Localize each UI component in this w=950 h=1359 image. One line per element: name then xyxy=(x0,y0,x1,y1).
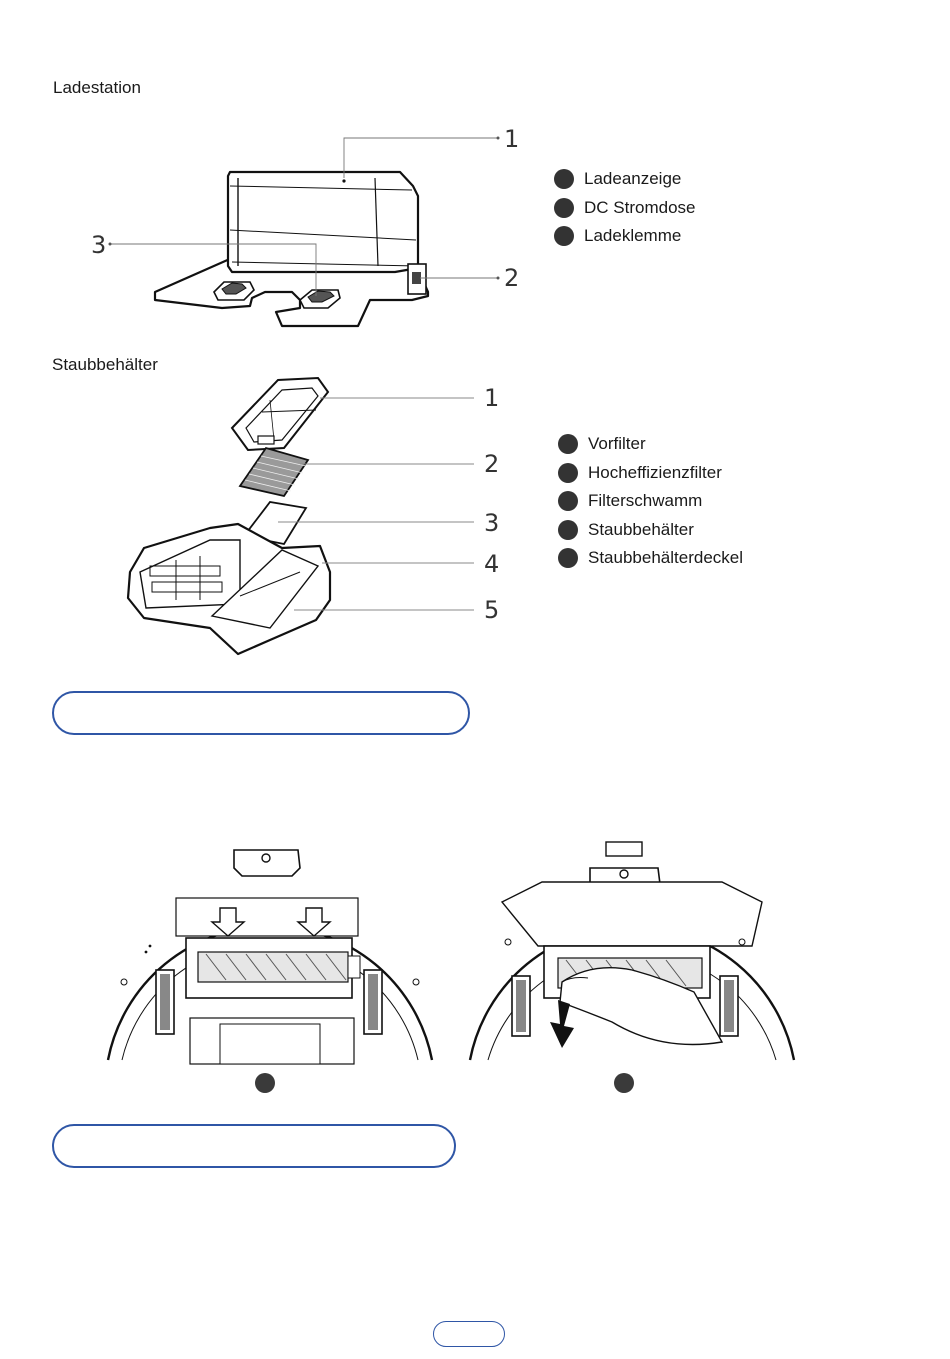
callout-bin-3: 3 xyxy=(484,509,500,537)
bullet-dot xyxy=(558,491,578,511)
step-marker-1 xyxy=(255,1073,275,1093)
robot-bottom-view-step-2 xyxy=(462,842,802,1062)
section-header-pill-2 xyxy=(52,1124,456,1168)
callout-bin-5: 5 xyxy=(484,596,500,624)
callout-station-3: 3 xyxy=(91,231,107,259)
legend-item: Vorfilter xyxy=(558,430,743,459)
legend-item: Hocheffizienzfilter xyxy=(558,459,743,488)
legend-item: Ladeanzeige xyxy=(554,165,695,194)
callout-bin-1: 1 xyxy=(484,384,500,412)
bullet-dot xyxy=(558,463,578,483)
callout-bin-2: 2 xyxy=(484,450,500,478)
legend-item: Staubbehälter xyxy=(558,516,743,545)
legend-item: Filterschwamm xyxy=(558,487,743,516)
robot-bottom-view-step-1 xyxy=(100,842,440,1062)
charging-station-title: Ladestation xyxy=(53,78,141,97)
legend-item: DC Stromdose xyxy=(554,194,695,223)
callout-station-1: 1 xyxy=(504,125,520,153)
legend-item: Staubbehälterdeckel xyxy=(558,544,743,573)
dust-bin-legend xyxy=(558,430,743,573)
page-number-pill xyxy=(433,1321,505,1347)
section-header-pill xyxy=(52,691,470,735)
legend-item: Ladeklemme xyxy=(554,222,695,251)
bullet-dot xyxy=(558,434,578,454)
bullet-dot xyxy=(558,548,578,568)
callout-bin-4: 4 xyxy=(484,550,500,578)
step-marker-2 xyxy=(614,1073,634,1093)
callout-station-2: 2 xyxy=(504,264,520,292)
bullet-dot xyxy=(558,520,578,540)
dust-bin-title: Staubbehälter xyxy=(52,355,158,374)
